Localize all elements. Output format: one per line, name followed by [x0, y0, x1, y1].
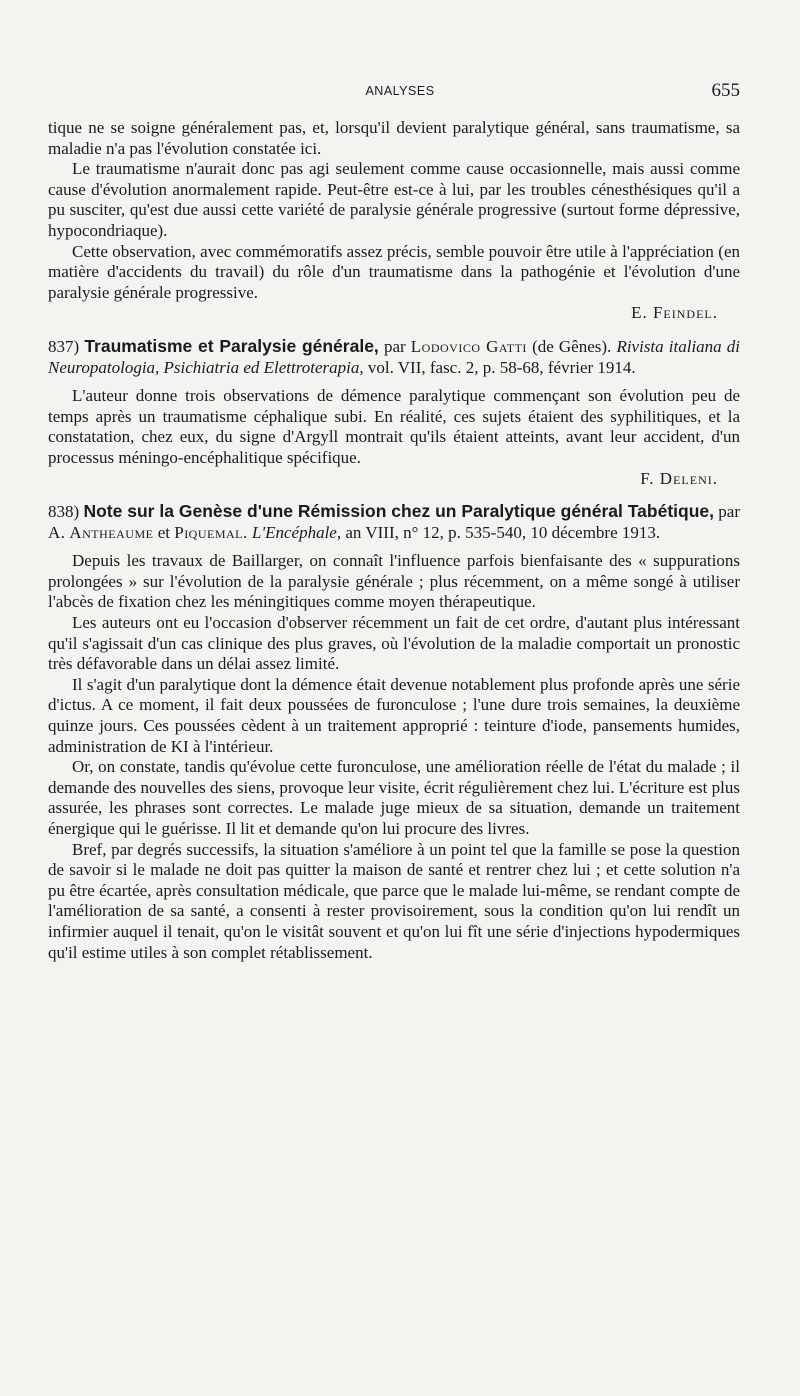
article-838-paragraph-1: Depuis les travaux de Baillarger, on connaît l'influence parfois bienfaisante des « suppurations prolongées » sur l'évolution de la paralysie générale ; plus récemment, on a même songé à utiliser l'abcès de fixation chez les méningitiques comme moyen thérapeutique.	[48, 551, 740, 612]
article-837-heading	[48, 336, 740, 378]
article-838-title: Note sur la Genèse d'une Rémission chez un Paralytique général Tabétique,	[83, 501, 714, 522]
article-837-journal: Rivista italiana di Neuropatologia, Psichiatria ed Elettroterapia,	[48, 336, 741, 377]
article-837-ref: vol. VII, fasc. 2, p. 58-68, février 1914.	[367, 357, 636, 377]
article-838-paragraph-3: Il s'agit d'un paralytique dont la démence était devenue notablement plus profonde après une série d'ictus. A ce moment, il fait deux poussées de furonculose ; l'une dure trois semaines, la deuxième quinze jours. Ces poussées cèdent à un traitement approprié : teinture d'iode, pansements humides, administration de KI à l'intérieur.	[48, 674, 740, 756]
article-837-signature: F. Deleni.	[640, 468, 718, 488]
article-838-paragraph-5: Bref, par degrés successifs, la situation s'améliore à un point tel que la famille se pose la question de savoir si le malade ne doit pas quitter la maison de santé et rentrer chez lui ; et cette solution n'a pu être écartée, après consultation médicale, que parce que le malade lui-même, se rendant compte de l'amélioration de sa santé, a consenti à rester provisoirement, sous la condition qu'on lui rendît un infirmier auquel il tenait, qu'on le visitât souvent et qu'on lui fît une série d'injections hypodermiques qu'il estime utiles à son complet rétablissement.	[48, 839, 740, 962]
article-838-number: 838)	[48, 502, 80, 522]
article-837-author: Lodovico Gatti	[410, 336, 527, 356]
article-837-number: 837)	[48, 336, 80, 356]
page-number: 655	[711, 80, 740, 101]
intro-signature: E. Feindel.	[631, 303, 718, 323]
article-837-author-loc: (de Gênes).	[532, 336, 612, 356]
page-header	[0, 78, 800, 104]
article-838-paragraph-2: Les auteurs ont eu l'occasion d'observer récemment un fait de cet ordre, d'autant plus intéressant qu'il s'agissait d'un cas clinique des plus graves, où l'évolution de la maladie comportait un pronostic très défavorable dans un délai assez limité.	[48, 613, 740, 674]
article-837-paragraph-1: L'auteur donne trois observations de démence paralytique commençant son évolution peu de temps après un traumatisme céphalique subi. En réalité, ces sujets étaient des syphilitiques, et la constatation, chez eux, du signe d'Argyll montrait qu'ils étaient atteints, avant leur accident, d'un processus méningo-encéphalitique spécifique.	[48, 386, 740, 467]
article-838-paragraph-4: Or, on constate, tandis qu'évolue cette furonculose, une amélioration réelle de l'état du malade ; il demande des nouvelles des siens, provoque leur visite, écrit régulièrement chez lui. L'écriture est plus assurée, les phrases sont correctes. Le malade juge mieux de sa situation, demande un traitement énergique qui le guérisse. Il lit et demande qu'on lui procure des livres.	[48, 757, 740, 838]
article-837-title: Traumatisme et Paralysie générale,	[84, 335, 379, 356]
article-837	[48, 336, 740, 489]
article-838-author-2: Piquemal.	[174, 522, 248, 542]
article-838-author-1: A. Antheaume	[48, 522, 154, 542]
article-838	[48, 501, 740, 963]
article-838-and: et	[157, 522, 170, 542]
running-head: ANALYSES	[365, 84, 435, 98]
article-838-ref: an VIII, n° 12, p. 535-540, 10 décembre 1913.	[345, 522, 661, 542]
intro-paragraph-2: Le traumatisme n'aurait donc pas agi seulement comme cause occasionnelle, mais aussi comme cause d'évolution anormalement rapide. Peut-être est-ce à lui, par les troubles cénesthésiques qu'il a pu susciter, qu'est due aussi cette variété de paralysie générale progressive (surtout forme dépressive, hypocondriaque).	[48, 159, 740, 240]
intro-paragraph-1: tique ne se soigne généralement pas, et, lorsqu'il devient paralytique général, sans traumatisme, sa maladie n'a pas l'évolution constatée ici.	[48, 118, 740, 158]
article-837-by: par	[383, 336, 406, 356]
page-body	[48, 118, 740, 963]
intro-paragraph-3: Cette observation, avec commémoratifs assez précis, semble pouvoir être utile à l'appréciation (en matière d'accidents du travail) du rôle d'un traumatisme dans la pathogénie et l'évolution d'une paralysie générale progressive.	[48, 241, 740, 302]
article-838-heading	[48, 501, 740, 543]
article-838-by: par	[718, 502, 741, 522]
article-838-journal: L'Encéphale,	[252, 522, 342, 542]
